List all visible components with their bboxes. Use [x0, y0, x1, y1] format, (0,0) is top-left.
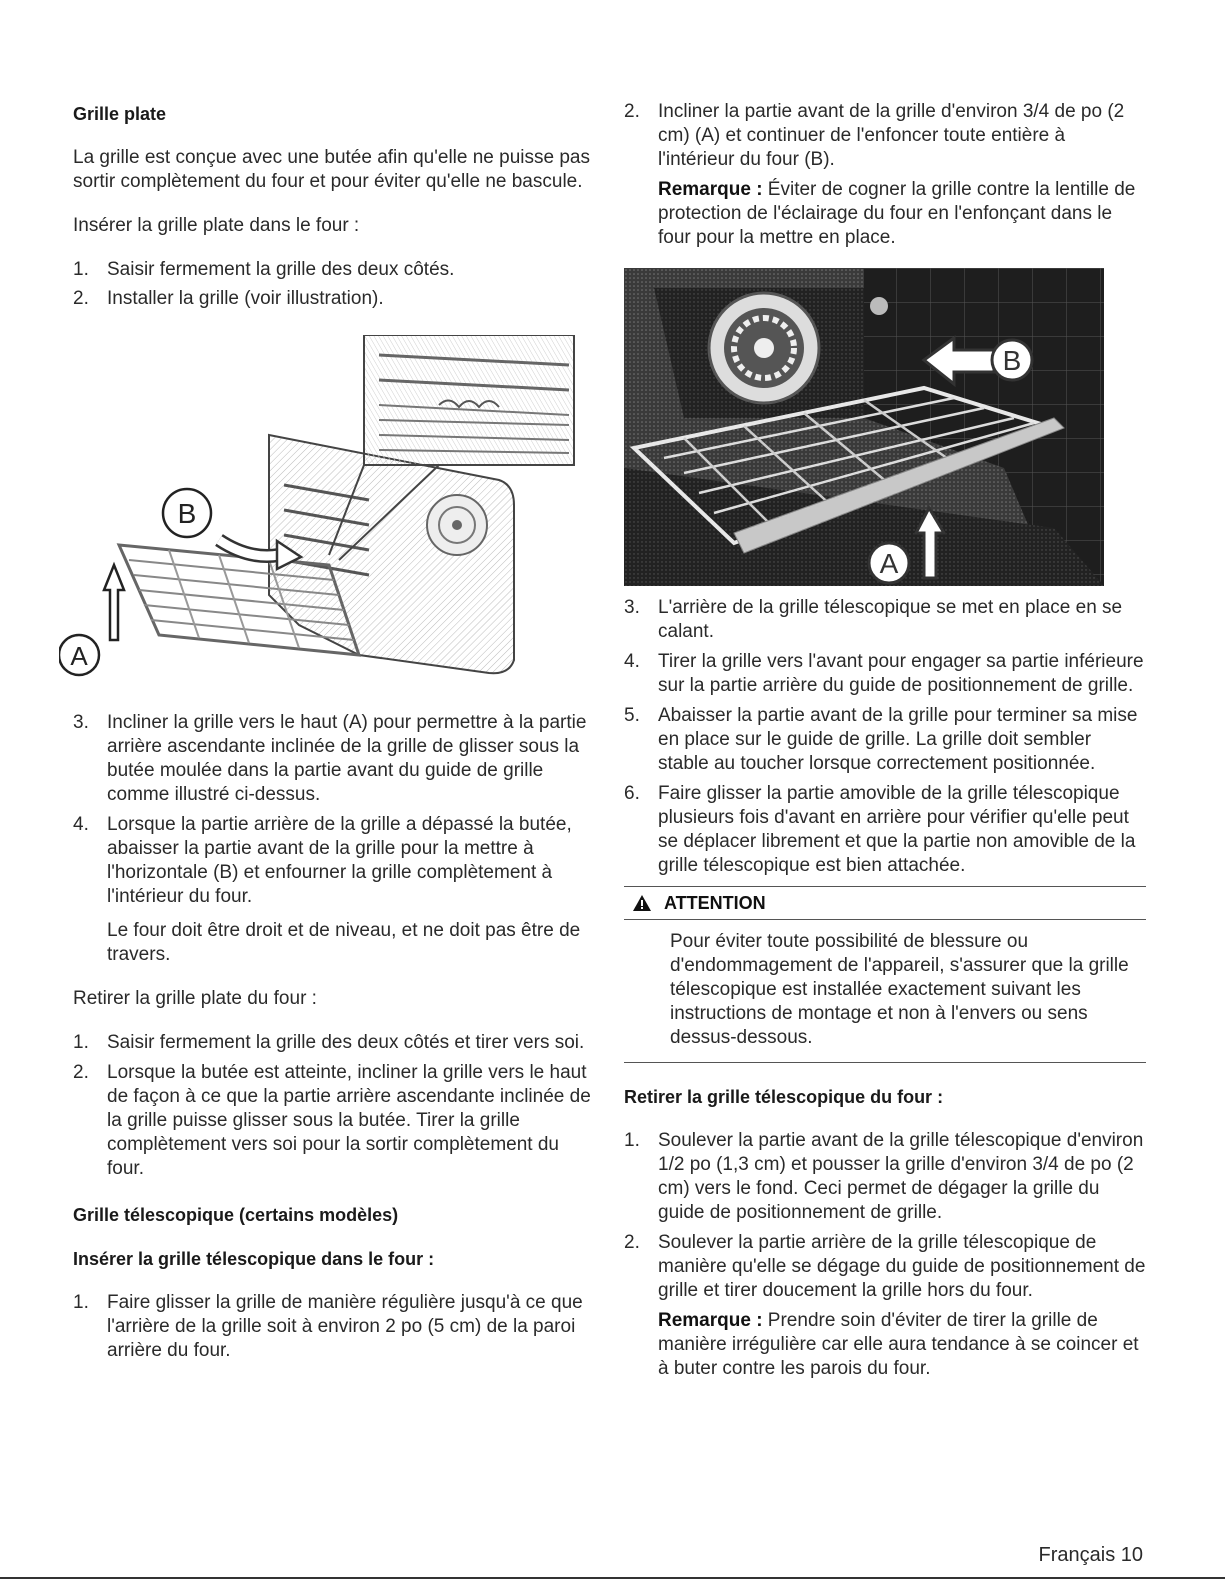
step-number: 1. [73, 1292, 89, 1313]
step-number: 3. [624, 597, 640, 618]
step-number: 1. [73, 1032, 89, 1053]
note-text: Prendre soin d'éviter de tirer la grille de manière irrégulière car elle aura tendance à se coincer et à buter contre les parois du four. [658, 1310, 1139, 1379]
list-item [624, 596, 1146, 644]
step4-note: Le four doit être droit et de niveau, et ne doit pas être de travers. [107, 920, 581, 965]
steps-telescopic-lock [624, 596, 1146, 878]
step-text: Abaisser la partie avant de la grille pour terminer sa mise en place sur le guide de grille. La grille doit sembler stable au toucher lorsque correctement positionnée. [658, 705, 1138, 774]
heading-flat-rack: Grille plate [73, 104, 167, 124]
insert-intro: Insérer la grille plate dans le four : [73, 215, 360, 236]
step-text: Faire glisser la partie amovible de la grille télescopique plusieurs fois d'avant en arrière pour vérifier qu'elle peut se déplacer librement et que la partie non amovible de la grille télescopique est bien attachée. [658, 783, 1136, 876]
list-item [624, 1231, 1146, 1303]
attention-header [624, 887, 1146, 920]
list-item [73, 1031, 593, 1055]
step-text: Saisir fermement la grille des deux côtés. [107, 259, 455, 280]
label-a: A [70, 641, 88, 671]
step-text: Incliner la partie avant de la grille d'environ 3/4 de po (2 cm) (A) et continuer de l'enfoncer toute entière à l'intérieur du four (B). [658, 101, 1125, 170]
right-column [624, 100, 1146, 1381]
intro-paragraph: La grille est conçue avec une butée afin qu'elle ne puisse pas sortir complètement du four et pour éviter qu'elle ne bascule. [73, 147, 590, 192]
warning-icon [632, 894, 652, 912]
step-number: 2. [73, 288, 89, 309]
steps-insert-flat [73, 258, 593, 311]
step-number: 4. [624, 651, 640, 672]
heading-telescopic-rack: Grille télescopique (certains modèles) [73, 1205, 399, 1225]
list-item [73, 1291, 593, 1363]
label-a: A [879, 548, 899, 579]
step-text: Soulever la partie arrière de la grille télescopique de manière qu'elle se dégage du guide de positionnement de grille et tirer doucement la grille hors du four. [658, 1232, 1146, 1301]
step-number: 1. [73, 259, 89, 280]
left-column [70, 100, 593, 1363]
step-number: 6. [624, 783, 640, 804]
list-item [73, 1061, 593, 1181]
attention-title: ATTENTION [664, 893, 766, 913]
step-number: 2. [73, 1062, 89, 1083]
step-text: Lorsque la partie arrière de la grille a dépassé la butée, abaisser la partie avant de la grille pour la mettre à l'horizontale (B) et enfourner la grille complètement à l'intérieur du four. [107, 814, 572, 907]
page-footer: Français 10 [1038, 1544, 1143, 1566]
flat-rack-illustration [59, 335, 593, 695]
step-number: 1. [624, 1130, 640, 1151]
bottom-rule [0, 1577, 1225, 1579]
step-number: 2. [624, 1232, 640, 1253]
step-text: Saisir fermement la grille des deux côtés et tirer vers soi. [107, 1032, 585, 1053]
steps-remove-flat [73, 1031, 593, 1181]
list-item [624, 100, 1146, 172]
attention-text: Pour éviter toute possibilité de blessure ou d'endommagement de l'appareil, s'assurer que la grille télescopique est installée exactement suivant les instructions de montage et non à l'envers ou sens dessus-dessous. [670, 931, 1129, 1048]
list-item [73, 258, 593, 282]
list-item [73, 287, 593, 311]
step-number: 5. [624, 705, 640, 726]
note-label: Remarque : [658, 1310, 763, 1331]
label-b: B [177, 498, 197, 529]
heading-remove-telescopic: Retirer la grille télescopique du four : [624, 1087, 944, 1107]
telescopic-rack-photo [624, 268, 1146, 586]
note-label: Remarque : [658, 179, 763, 200]
steps-telescopic-cont [624, 100, 1146, 172]
step-text: Installer la grille (voir illustration). [107, 288, 384, 309]
step-text: L'arrière de la grille télescopique se met en place en se calant. [658, 597, 1123, 642]
step-text: Lorsque la butée est atteinte, incliner la grille vers le haut de façon à ce que la partie arrière ascendante inclinée de la grille puisse glisser sous la butée. Tirer la grille complètement vers soi pour la sortir complètement du four. [107, 1062, 591, 1179]
telescopic-rack-drawing [624, 268, 1104, 586]
step-text: Incliner la grille vers le haut (A) pour permettre à la partie arrière ascendante inclinée de la grille de glisser sous la butée moulée dans la partie avant du guide de grille comme illustré ci-dessus. [107, 712, 587, 805]
flat-rack-drawing [59, 335, 579, 695]
list-item [624, 704, 1146, 776]
steps-tilt-flat [73, 711, 593, 909]
list-item [73, 711, 593, 807]
list-item [624, 782, 1146, 878]
note-lens [624, 178, 1146, 250]
steps-remove-telescopic [624, 1129, 1146, 1303]
remove-intro: Retirer la grille plate du four : [73, 988, 317, 1009]
step-text: Faire glisser la grille de manière régulière jusqu'à ce que l'arrière de la grille soit à environ 2 po (5 cm) de la paroi arrière du four. [107, 1292, 583, 1361]
step-number: 3. [73, 712, 89, 733]
list-item [624, 1129, 1146, 1225]
step-number: 4. [73, 814, 89, 835]
steps-insert-telescopic [73, 1291, 593, 1363]
label-b: B [1002, 345, 1022, 376]
step-number: 2. [624, 101, 640, 122]
note-irregular [624, 1309, 1146, 1381]
list-item [624, 650, 1146, 698]
list-item [73, 813, 593, 909]
heading-insert-telescopic: Insérer la grille télescopique dans le four : [73, 1249, 435, 1269]
note-text: Éviter de cogner la grille contre la lentille de protection de l'éclairage du four en l'enfonçant dans le four pour la mettre en place. [658, 179, 1136, 248]
step-text: Soulever la partie avant de la grille télescopique d'environ 1/2 po (1,3 cm) et pousser la grille d'environ 3/4 de po (2 cm) vers le fond. Ceci permet de dégager la grille du guide de positionnement de grille. [658, 1130, 1144, 1223]
attention-box [624, 886, 1146, 1063]
step-text: Tirer la grille vers l'avant pour engager sa partie inférieure sur la partie arrière du guide de positionnement de grille. [658, 651, 1144, 696]
